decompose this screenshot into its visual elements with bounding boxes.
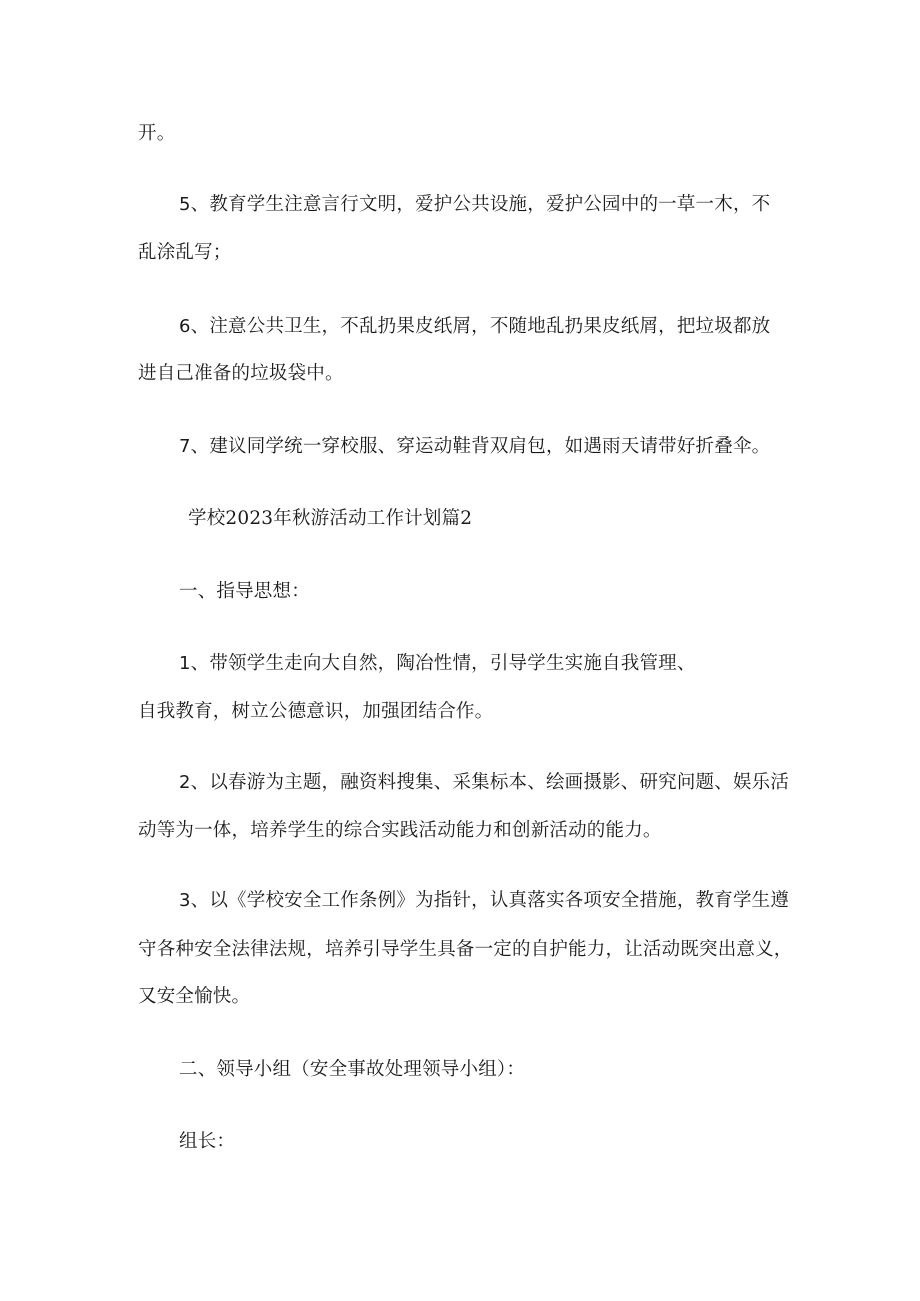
group-leader-label: 组长： [179,1131,236,1152]
section-title: 学校2023年秋游活动工作计划篇2 [188,508,473,529]
list-item-3-line-3: 又安全愉快。 [138,986,251,1007]
list-item-2-line-1: 2、以春游为主题，融资料搜集、采集标本、绘画摄影、研究问题、娱乐活 [179,772,790,793]
list-item-5-line-1: 5、教育学生注意言行文明，爱护公共设施，爱护公园中的一草一木，不 [179,194,771,215]
list-item-1-line-1: 1、带领学生走向大自然，陶冶性情，引导学生实施自我管理、 [179,653,696,674]
list-item-6-line-1: 6、注意公共卫生，不乱扔果皮纸屑，不随地乱扔果皮纸屑，把垃圾都放 [179,316,771,337]
list-item-5-line-2: 乱涂乱写； [138,242,232,263]
list-item-3-line-2: 守各种安全法律法规，培养引导学生具备一定的自护能力，让活动既突出意义， [138,939,793,960]
list-item-6-line-2: 进自己准备的垃圾袋中。 [138,363,344,384]
list-item-2-line-2: 动等为一体，培养学生的综合实践活动能力和创新活动的能力。 [138,820,662,841]
heading-leadership-group: 二、领导小组（安全事故处理领导小组）： [179,1059,526,1080]
list-item-3-line-1: 3、以《学校安全工作条例》为指针，认真落实各项安全措施，教育学生遵 [179,890,790,911]
list-item-7: 7、建议同学统一穿校服、穿运动鞋背双肩包，如遇雨天请带好折叠伞。 [179,436,771,457]
heading-guiding-ideology: 一、指导思想： [179,581,310,602]
paragraph-line-continuation: 开。 [138,123,176,144]
list-item-1-line-2: 自我教育，树立公德意识，加强团结合作。 [138,701,494,722]
